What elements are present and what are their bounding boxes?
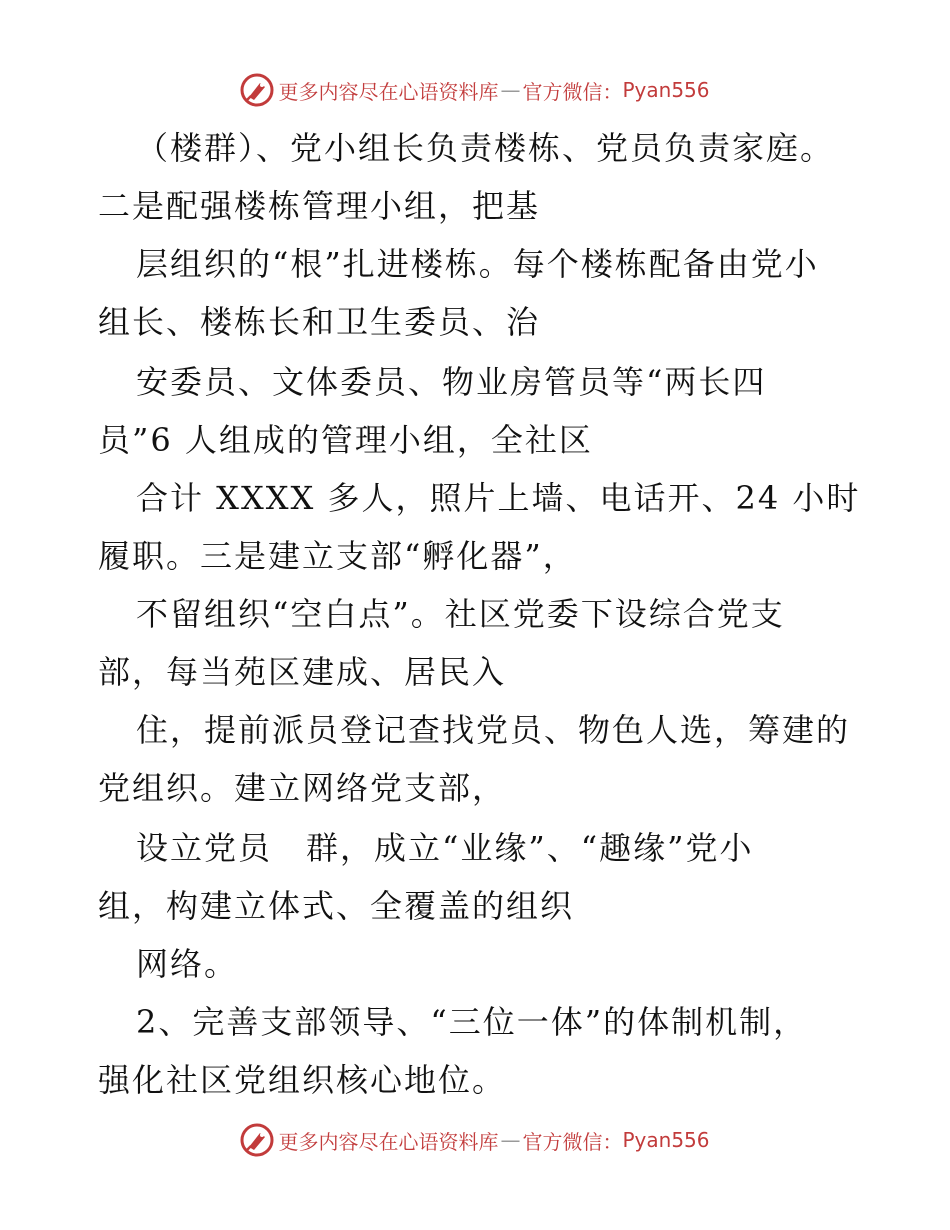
footer-banner-text: 更多内容尽在心语资料库	[278, 1129, 499, 1154]
body-line: 履职。三是建立支部“孵化器”，	[98, 537, 577, 575]
body-line: 二是配强楼栋管理小组，把基	[98, 187, 541, 225]
header-banner	[0, 70, 950, 110]
body-line: 强化社区党组织核心地位。	[98, 1061, 507, 1099]
body-line: 组，构建立体式、全覆盖的组织	[98, 887, 575, 925]
body-line: 党组织。建立网络党支部，	[98, 769, 507, 807]
footer-banner	[0, 1120, 950, 1160]
header-banner-official: 官方微信：	[522, 79, 623, 104]
footer-banner-id: Pyan556	[622, 1128, 710, 1152]
body-line: （楼群）、党小组长负责楼栋、党员负责家庭。	[136, 129, 835, 167]
body-line: 住，提前派员登记查找党员、物色人选，筹建的	[136, 711, 851, 749]
body-line: 层组织的“根”扎进楼栋。每个楼栋配备由党小	[136, 245, 819, 283]
body-line: 员”6 人组成的管理小组，全社区	[98, 421, 593, 459]
body-line: 合计 XXXX 多人，照片上墙、电话开、24 小时	[136, 479, 861, 517]
footer-banner-separator: —	[500, 1128, 521, 1152]
body-line: 组长、楼栋长和卫生委员、治	[98, 303, 541, 341]
logo-icon	[240, 1123, 274, 1157]
body-line: 部，每当苑区建成、居民入	[98, 653, 507, 691]
body-line: 设立党员 群，成立“业缘”、“趣缘”党小	[136, 829, 754, 867]
body-line: 2、完善支部领导、“三位一体”的体制机制，	[136, 1003, 808, 1041]
header-banner-separator: —	[500, 78, 521, 102]
body-line: 网络。	[136, 945, 239, 983]
header-banner-text: 更多内容尽在心语资料库	[278, 79, 499, 104]
body-line: 不留组织“空白点”。社区党委下设综合党支	[136, 595, 785, 633]
body-line: 安委员、文体委员、物业房管员等“两长四	[136, 363, 767, 401]
footer-banner-official: 官方微信：	[522, 1129, 623, 1154]
logo-icon	[240, 73, 274, 107]
header-banner-id: Pyan556	[622, 78, 710, 102]
